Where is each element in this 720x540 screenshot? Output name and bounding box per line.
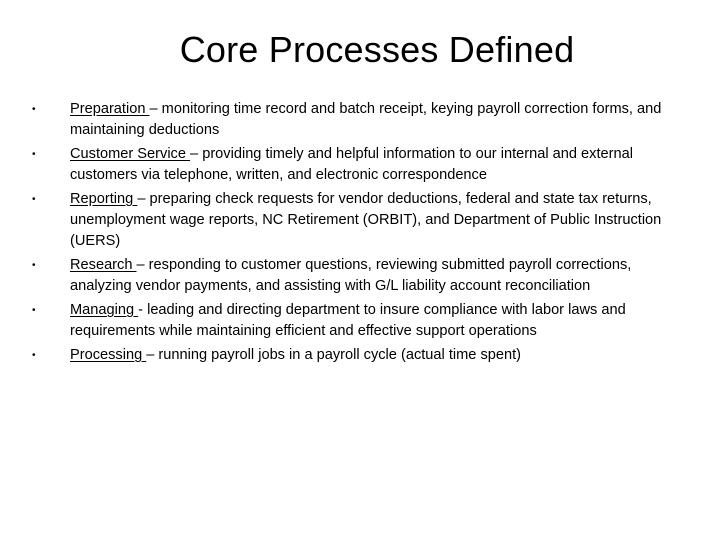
- bullet-icon: •: [32, 104, 36, 115]
- description-preparation: – monitoring time record and batch receipt, keying payroll correction forms, and maintaining deductions: [70, 101, 662, 138]
- bullet-icon: •: [32, 260, 36, 271]
- bullet-icon: •: [32, 149, 36, 160]
- bullet-icon: •: [32, 194, 36, 205]
- list-item-managing: [32, 300, 680, 342]
- list-item-research: [32, 255, 680, 297]
- term-research: Research: [70, 257, 137, 273]
- bullet-list: [32, 99, 680, 369]
- term-processing: Processing: [70, 347, 147, 363]
- list-item-customer-service: [32, 144, 680, 186]
- term-customer-service: Customer Service: [70, 146, 191, 162]
- description-reporting: – preparing check requests for vendor deductions, federal and state tax returns, unemployment wage reports, NC Retirement (ORBIT), and Department of Public Instruction (UERS): [70, 191, 662, 249]
- slide-title: Core Processes Defined: [179, 29, 575, 70]
- term-managing: Managing: [70, 302, 139, 318]
- description-customer-service: – providing timely and helpful information to our internal and external customers via telephone, written, and electronic correspondence: [70, 146, 633, 183]
- term-reporting: Reporting: [70, 191, 138, 207]
- bullet-icon: •: [32, 350, 36, 361]
- term-preparation: Preparation: [70, 101, 150, 117]
- description-managing: - leading and directing department to insure compliance with labor laws and requirements while maintaining efficient and effective support operations: [70, 302, 626, 339]
- list-item-reporting: [32, 189, 680, 252]
- list-item-processing: [32, 345, 680, 366]
- list-item-preparation: [32, 99, 680, 141]
- description-research: – responding to customer questions, reviewing submitted payroll corrections, analyzing vendor payments, and assisting with G/L liability account reconciliation: [70, 257, 632, 294]
- description-processing: – running payroll jobs in a payroll cycle (actual time spent): [146, 347, 522, 363]
- bullet-icon: •: [32, 305, 36, 316]
